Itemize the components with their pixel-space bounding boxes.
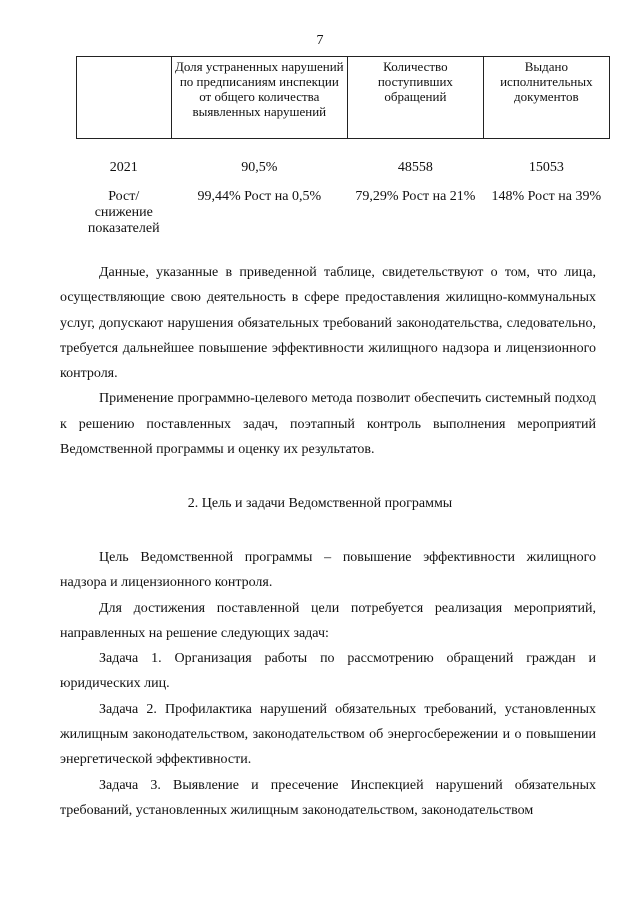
table-cell: 15053 <box>528 160 564 175</box>
table-cell: 148% Рост на 39% <box>491 189 602 204</box>
table-header-cell <box>77 57 172 139</box>
text-block-analysis <box>60 260 596 462</box>
table-cell: 48558 <box>397 160 433 175</box>
section-heading: 2. Цель и задачи Ведомственной программы <box>187 496 453 511</box>
table-header-cell: Выдано исполнительных документов <box>483 57 609 139</box>
paragraph: Задача 3. Выявление и пресечение Инспекцией нарушений обязательных требований, установленных жилищным законодательством, законодательством <box>60 777 596 818</box>
table-header-cell: Количество поступивших обращений <box>348 57 484 139</box>
paragraph: Задача 1. Организация работы по рассмотрению обращений граждан и юридических лиц. <box>60 651 596 692</box>
table-header-row <box>77 57 610 139</box>
table-cell: 99,44% Рост на 0,5% <box>197 189 322 204</box>
text-block-goals <box>60 545 596 823</box>
table-cell: 90,5% <box>241 160 278 175</box>
table-cell: 79,29% Рост на 21% <box>355 189 476 204</box>
statistics-table <box>76 56 610 237</box>
table-row-label: Рост/ снижение показателей <box>87 189 160 236</box>
table-header-cell: Доля устраненных нарушений по предписаниям инспекции от общего количества выявленных нарушений <box>171 57 348 139</box>
table-row <box>77 176 610 237</box>
paragraph: Применение программно-целевого метода позволит обеспечить системный подход к решению поставленных задач, поэтапный контроль выполнения мероприятий Ведомственной программы и оценку их результатов. <box>60 391 596 458</box>
paragraph: Цель Ведомственной программы – повышение эффективности жилищного надзора и лицензионного контроля. <box>60 550 596 591</box>
paragraph: Данные, указанные в приведенной таблице, свидетельствуют о том, что лица, осуществляющие свою деятельность в сфере предоставления жилищно-коммунальных услуг, допускают нарушения обязательных требований законодательства, следовательно, требуется дальнейшее повышение эффективности жилищного надзора и лицензионного контроля. <box>60 265 596 382</box>
paragraph: Для достижения поставленной цели потребуется реализация мероприятий, направленных на решение следующих задач: <box>60 600 596 641</box>
table-row <box>77 139 610 177</box>
page-number: 7 <box>316 33 324 48</box>
table-row-label: 2021 <box>109 160 138 175</box>
paragraph: Задача 2. Профилактика нарушений обязательных требований, установленных жилищным законодательством, законодательством об энергосбережении и о повышении энергетической эффективности. <box>60 701 596 768</box>
